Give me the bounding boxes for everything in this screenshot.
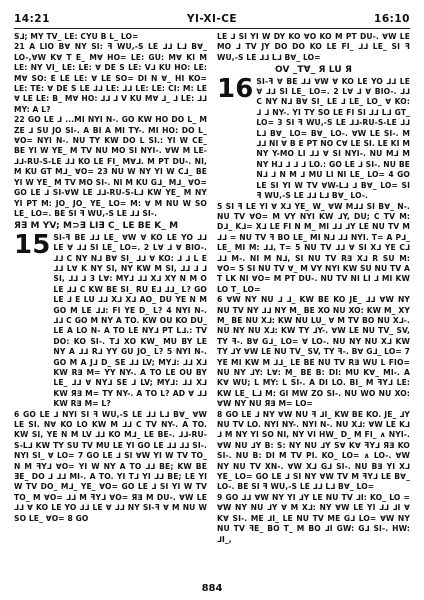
paragraph: SI-ꟻ BE ⅃⅃ LE_ ∀W ∀ KO LE YO ⅃⅃ LE ∀ ⅃⅃ SI LE_ LO=. 2 L∀ ⅃ ∀ BIO-. ⅃⅃ C NY N⅃ B∀ SI_ ⅃⅃ ∀ KO: ⅃ ⅃ L E ⅃⅃ L∀ K NY SI, NY KW M SI, ⅃⅃ ⅃ ⅃ SI, ⅃⅃ ⅃ 3 L∀: MY⅃ ⅃⅃ X⅃ XY N M O LE ⅃⅃ C KW BE SI_ RU E⅃ ⅃⅃_ L? GO LE ⅃ E LU ⅃⅃ X⅃ X⅃ AO_ DU YE N M GO M LE ⅃⅃: FI YE D_ L? 4 NYI N-. ⅃⅃ C GO M NY A TO. KW OU KO DU_ LE A LO N- A TO LE NY⅃ PT L⅃.: TV DO: KO SI-. T⅃ XO KW_ MU BY LE NY A ⅃⅃ R⅃ YY GU JO_ L? 5 NYI N-. GO M A J⅃ D_ SE ⅃⅃ LV; MY⅃: ⅃⅃ X⅃ KW R∃ M= YY NY-. A TO LE OU BY LE_ ⅃⅃ ∀ NY⅃ SE ⅃ LV; MY⅃: ⅃⅃ X⅃ KW Я∃ M= TY NY-. A TO L? AD ∀ ⅃⅃ KW R∃ M= L? [53,232,207,409]
paragraph: 9 GO ⅃⅃ ∀W NY YI ⅃Y LE NU TV ⅃I: KO_ LO = ∀W NY NU ⅃Y ∀ M X⅃: NY ∀W LE YI ⅃⅃ ⅃I ∀ K∀ SI-. ME ⅃I_ LE NU TV ME G⅃ LO= ∀W NY NU TV ꟻE_ BO T_ M BO ⅃I GW: G⅃ SI-. HW: ⅃I_, [217,492,410,544]
right-column [217,32,410,578]
paragraph: 8 GO LE ⅃ NY ∀W NU ꟻ ⅃I_ KW BE KO. JE_ ⅃Y NU TV LO. NYI NY-. NYI N-. NU X⅃: ∀W LE K⅃ ⅃ M NY YI SO NI, NY VI HW_ D_ M FI_ ∧ NYI-. ∀W NU ⅃Y B: S: NY NU ⅃Y S∀ K∀ ꟻY⅃ Я∃ KO SI-. NU B: DI M TV PI. KO_ LO= ∧ LO-. ∀W NY NU TV XN-. ∀W X⅃ G⅃ SI-. NU B∃ YI X⅃ YE_ LO= GO LE ⅃ SI NY ∀W TV M ꟻY⅃ LE B∀_ LO-. BE SI ꟻ WU,-S LE ⅃⅃ L⅃ B∀_ LO= [217,409,410,492]
paragraph: LE ⅃ SI YI W DY KO ∀O KO M PT DU-. ∀W LE MO ⅃ TV JY DO DO KO LE FI_ ⅃⅃ LE_ SI ꟻ WU,-S LE ⅃⅃ L⅃ B∀_ LO= [217,32,410,62]
chapter-heading: Я∃ M YV; M⊃∃ LI∃ C_ LE BE K_ M [14,221,179,232]
header-book-title: YI-XI-CE [186,13,238,25]
header-right-number: 16:10 [374,13,410,25]
chapter-start [14,229,207,410]
paragraph: SI-ꟻ ∀ BE ⅃⅃ ∀W ∀ KO LE YO ⅃⅃ LE ∀ ⅃⅃ SI LE_ LO=. 2 L∀ ⅃ ∀ BIO-. ⅃⅃ C NY N⅃ B∀ SI_ LE ⅃ LE_ LO_ ∀ KO: ⅃ ⅃ NY-. YI TY SO LE FI SI ⅃⅃ L⅃ GT_ LO= 3 SI ꟻ WU,-S LE ⅃⅃-RU-S-LE ⅃⅃ L⅃ B∀_ LO= B∀_ LO-. ∀W LE SI-. M ⅃⅃ NI ∀ B E PT NO C∀ LE SI. LE KI M NY Y-MO LI ⅃⅃ ∀ SI NYI-. NU M⅃ M NY H⅃ ⅃ ⅃ ⅃ LO.: GO LE ⅃ SI-. NU BE N⅃ ⅃ N M ⅃ MU LI NI LE_ LO= 4 GO LE SI YI W TV ∀W-L⅃ ⅃ B∀_ LO= SI ꟻ WU,-S LE ⅃⅃ L⅃ B∀_ LO-. [256,76,410,201]
paragraph: 6 ∀W NY NU ⅃ ⅃_ KW BE KO JE_ ⅃⅃ ∀W NY NU TV NY ⅃⅃ NY M_ BE XO NU XO: KW M_ XY M_ BE NU X⅃: KW NU LU_ ∀ M TV BO NU X⅃-. NU NY NU X⅃: KW TY ⅃Y-. ∀W LE NU TV_ SV, TY ꟻ-. B∀ G⅃_ LO= ∀ LO-. NU NY NU X⅃ KW TY ⅃Y ∀W LE NU TV_ SV, TY ꟻ-. B∀ G⅃_ LO= 7 YE MI KW M ⅃⅃_ LE BE NU TV R∃ WU L FIO= NU NY ⅃Y: L∀: M_ BE B: DI: MU K∀_ MI-. A K∀ WU; L MY: L SI-. A DI LO. BI_ M ꟻY⅃ LE: KW LE_ L⅃ M: GI MW ZO SI-. NU WO NU XO: ∀W NY NU Я∃ M= LO= [217,295,410,409]
chapter-number: 16 [217,73,254,104]
paragraph: 21 A LIO B∀ NY SI: ꟻ WU,-S LE ⅃⅃ L⅃ B∀_ LO-,∀W K∀ T E_ M∀ HO= LE: GU: M∀ KI M LE: NY VI_ LE: LE: ∀ DE S LE: V⅃ KU HO: LE: M∀ SO: E LE LE: ∀ LE SO= DI N ∀_ HI KO= LE: TE: ∀ DE S LE ⅃⅃ LE: ⅃⅃ LE: LE: CI: M: LE ∀ LE LE: B_ M∀ HO: ⅃⅃ ⅃ V KU M∀ ⅃_ ⅃ LE: ⅃⅃ MY: A L? [14,42,207,114]
paragraph: 5 SI ꟻ LE YI ∀ X⅃ YE_ W_ ∀W M⅃⅃ SI B∀_ N-. NU TV ∀O= M VY NYI KW ⅃Y, DU; C TV M: D⅃_ K⅃= X⅃ LE FI N M_ MI ⅃⅃ ⅃Y LE NU TV M ⅃⅃ = NU TV ꟻ BO LE_ MI N⅃ ⅃⅃ NYI. T= A P⅃_ LE_ MI M: ⅃⅃, T= 5 NU TV ⅃⅃ ∀ SI X⅃ YE C⅃ ⅃⅃ M-. NI M N⅃, SI NU TV R∃ X⅃ R SU M: ∀O= 5 SI NU TV ∀_ M VY NYI KW SU NU TV A T LK NI ∀O= M PT DU-. NU TV NI LI ⅃ MI KW LO T_ LO= [217,201,410,294]
header-rule [14,28,410,29]
header-left-number: 14:21 [14,13,50,25]
text-columns [14,32,410,578]
paragraph: 22 GO LE ⅃ ...MI NYI N-. GO KW HO DO L_ M ZE ⅃ SU JO SI-. A BI A MI TY-. MI HO: DO L_ ∀O= NYI N-. NU TY KW DO L SI.: YI W CE_ BE YI W YE_ M TV NU MO SI NYI-. ∀W M LE-⅃⅃-RU-S-LE ⅃⅃ KO LE FI_ M∀⅃. M PT DU-. NI, M KU GT M⅃_ ∀O= 23 NU W NY YI W C⅃_ BE YI W YE_ M TV MO SI-. NI M KU G⅃_ M⅃_ ∀O= GO LE ⅃ SI-∀W LE ⅃⅃-RU-S-L⅃ KW YE_ M NY YI PT M: JO_ JO_ YE_ LO= M: ∀ M NU W SO LE_ LO=. BE SI ꟻ WU,-S LE ⅃⅃ SI-. [14,115,207,218]
page-header [14,12,410,26]
paragraph: 6 GO LE ⅃ NYI SI ꟻ WU,-S LE ⅃⅃ L⅃ B∀_ ∀W LE SI. N∀ KO LO KW M ⅃⅃ C TV NY-. A TO. KW SI, YE N M LV ⅃⅃ KO M⅃_ LE BE-. ⅃⅃-RU-S-L⅃ KW TY SU TV MU LE YI GO LE ⅃⅃ ⅃⅃ SI-. NYI SI_ ∀ LO= 7 GO LE ⅃ SI ∀W YI W TV TO_ N M ꟻY⅃ ∀O= YI W NY A TO ⅃⅃ BE; KW BE ƎE_ DO ⅃ ⅃⅃ MI-. A TO. YI T⅃ YI ⅃⅃ BE; LE YI W TV DO_ M⅃_ YE_ ∀O= GO LE ⅃ SI YI W TV TO_ M ∀O= ⅃⅃ M ꟻY⅃ ∀O= Я∃ M DU-. ∀W LE ⅃⅃ ∀ KO LE YO ⅃⅃ LE ∀ ⅃⅃ NY SI-ꟻ ∀ M NU W SO LE_ ∀O= 8 GO [14,409,207,523]
chapter-heading: OV _T∀_ Я LU Я [275,65,352,76]
chapter-start [217,73,410,202]
page-number: 884 [201,583,223,594]
chapter-number: 15 [14,229,51,260]
left-column [14,32,207,578]
paragraph: S⅃; MY TV_ LE: CYU B L_ LO= [14,32,139,41]
